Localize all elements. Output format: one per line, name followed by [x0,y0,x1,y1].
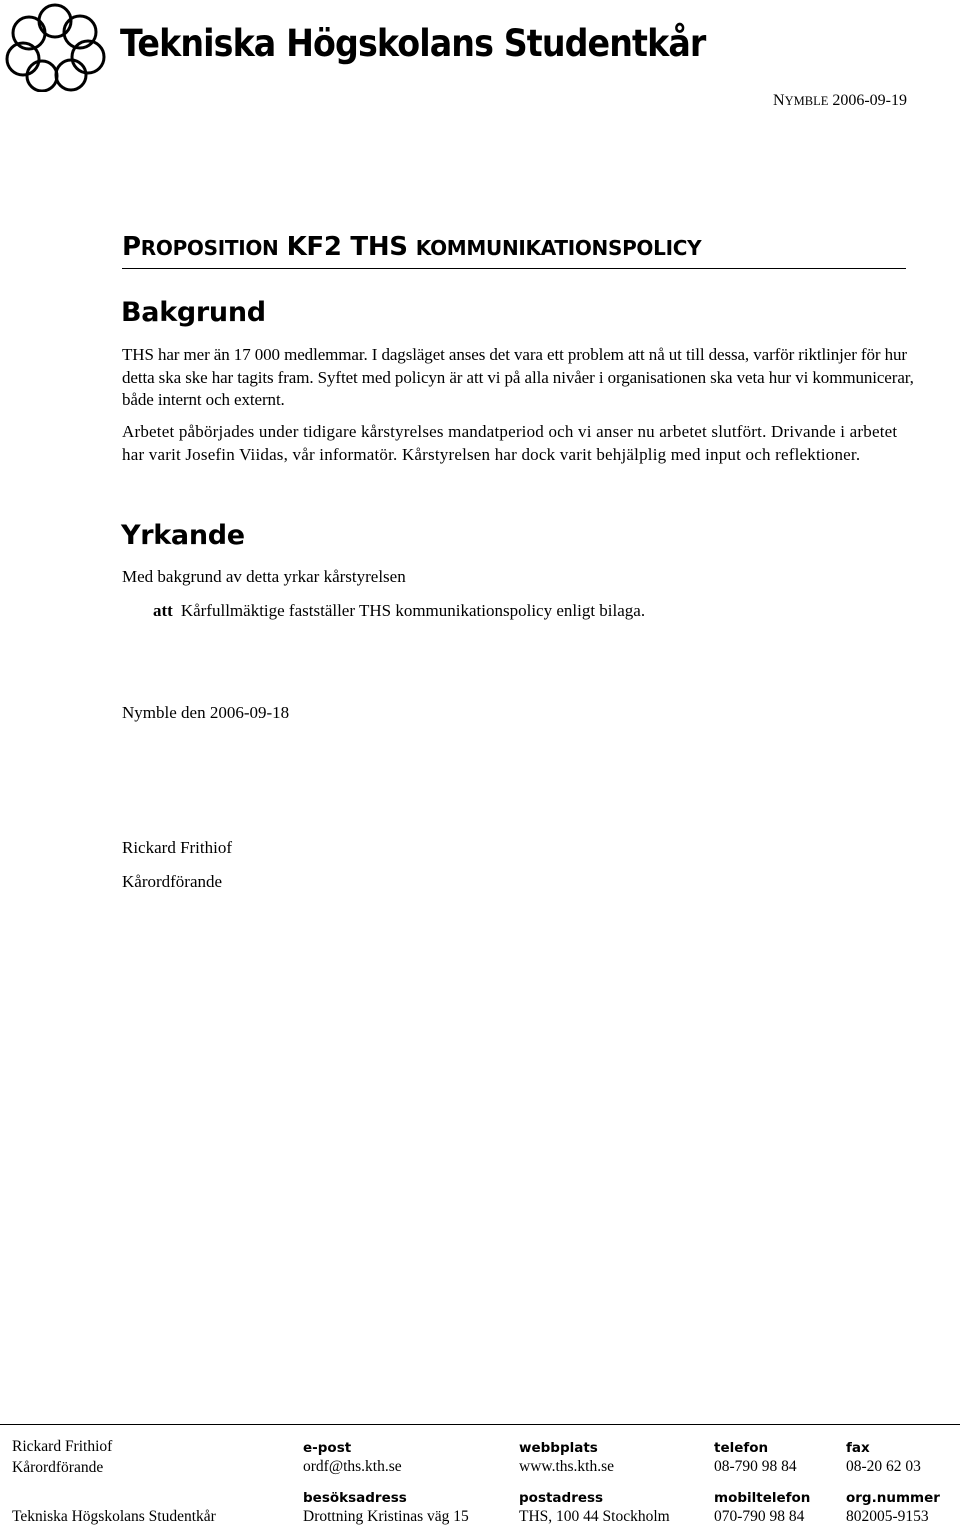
footer-epost-label: e-post [303,1440,352,1456]
document-title [122,232,701,262]
footer-orgnr: 802005-9153 [846,1508,929,1525]
footer-webbplats[interactable]: www.ths.kth.se [519,1458,615,1475]
doc-ref-date: 2006-09-19 [832,92,907,109]
section-heading-bakgrund: Bakgrund [121,297,266,328]
title-rule [122,268,906,269]
footer-mobil: 070-790 98 84 [714,1508,805,1525]
footer-rule [0,1424,960,1425]
footer-post: THS, 100 44 Stockholm [519,1508,670,1525]
ths-logo [2,2,108,92]
title-smallcaps: ROPOSITION [140,236,279,260]
signatory-role: Kårordförande [122,872,223,891]
title-code: KF2 THS [286,232,408,262]
title-subject: KOMMUNIKATIONSPOLICY [415,236,702,260]
att-keyword: att [153,601,173,620]
footer-orgnr-label: org.nummer [846,1490,940,1506]
footer-fax-label: fax [846,1440,870,1456]
document-reference [773,92,907,110]
place-and-date: Nymble den 2006-09-18 [122,703,290,722]
footer-fax: 08-20 62 03 [846,1458,921,1475]
footer-telefon-label: telefon [714,1440,769,1456]
signatory-name: Rickard Frithiof [122,838,233,857]
section-heading-yrkande: Yrkande [121,520,245,551]
footer-besok: Drottning Kristinas väg 15 [303,1508,469,1525]
footer-post-label: postadress [519,1490,604,1506]
doc-ref-smallcaps: YMBLE [784,94,829,108]
title-initial: P [122,232,141,262]
footer-role: Kårordförande [12,1459,104,1476]
footer-besok-label: besöksadress [303,1490,407,1506]
bakgrund-paragraph-2: Arbetet påbörjades under tidigare kårstyrelses mandatperiod och vi anser nu arbetet slutfört. Drivande i arbetet har varit Josefin Viidas, vår informatör. Kårstyrelsen har dock varit behjälplig med input och reflektioner. [122,422,898,464]
footer-mobil-label: mobiltelefon [714,1490,811,1506]
footer-epost[interactable]: ordf@ths.kth.se [303,1458,402,1475]
footer-org: Tekniska Högskolans Studentkår [12,1508,216,1525]
att-text: Kårfullmäktige fastställer THS kommunikationspolicy enligt bilaga. [180,601,646,620]
ths-rings-emblem-icon [2,2,108,92]
yrkande-intro: Med bakgrund av detta yrkar kårstyrelsen [122,567,406,586]
footer-name: Rickard Frithiof [12,1438,113,1455]
bakgrund-paragraph-1: THS har mer än 17 000 medlemmar. I dagsläget anses det vara ett problem att nå ut till dessa, varför riktlinjer för hur detta ska ske har tagits fram. Syftet med policyn är att vi på alla nivåer i organisationen ska veta hur vi kommunicerar, både internt och externt. [122,345,914,410]
organization-name: Tekniska Högskolans Studentkår [120,22,706,65]
footer-webbplats-label: webbplats [519,1440,598,1456]
att-clause [153,601,645,621]
footer-telefon: 08-790 98 84 [714,1458,797,1475]
doc-ref-initial: N [773,92,785,109]
